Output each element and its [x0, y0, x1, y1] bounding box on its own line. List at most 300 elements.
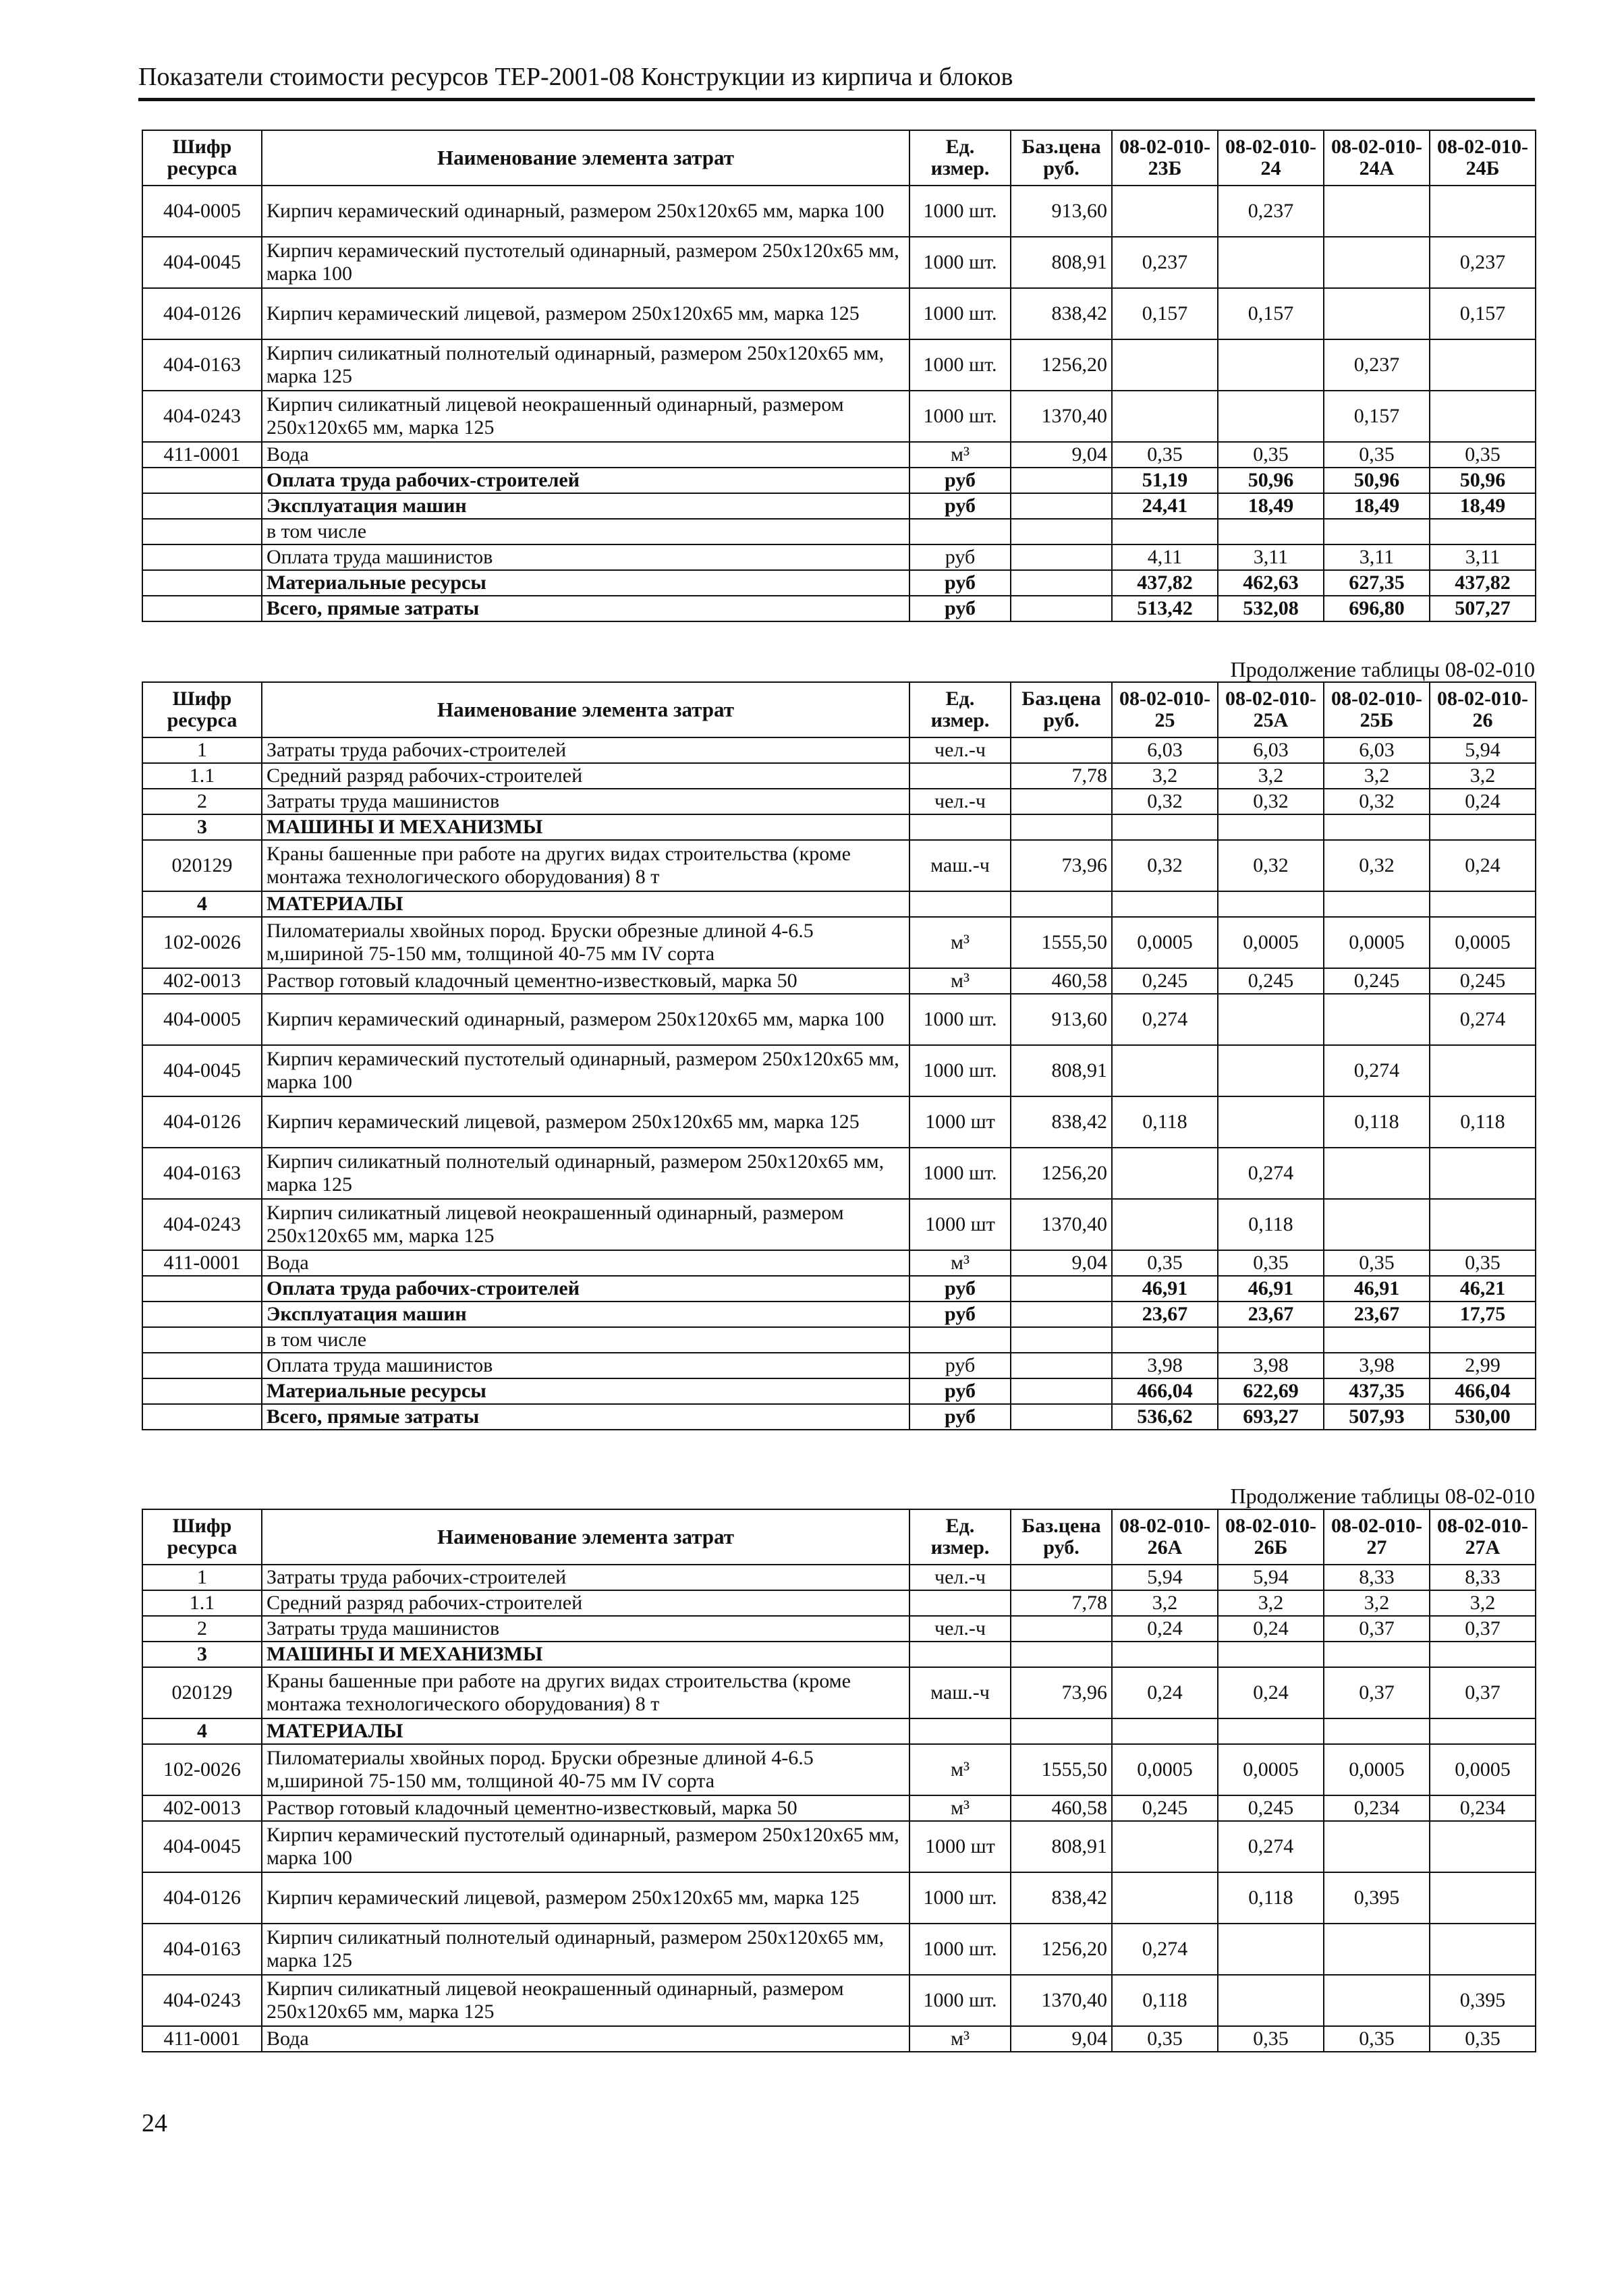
table-row: [142, 339, 1536, 391]
unit-cell: [909, 519, 1011, 544]
rate-value-cell: [1112, 814, 1218, 840]
unit-cell: руб: [909, 570, 1011, 596]
rate-value-cell: [1430, 339, 1536, 391]
unit-cell: м³: [909, 1795, 1011, 1821]
rate-value-cell: 0,0005: [1218, 917, 1324, 968]
rate-code-column-header: 08-02-010-27: [1324, 1509, 1430, 1565]
rate-value-cell: 5,94: [1218, 1565, 1324, 1590]
table-header-row: [142, 130, 1536, 186]
name-column-header: Наименование элемента затрат: [262, 130, 909, 186]
resource-code-cell: 404-0005: [142, 994, 262, 1045]
rate-value-cell: 0,24: [1430, 840, 1536, 891]
element-name-cell: Краны башенные при работе на других видах строительства (кроме монтажа технологического оборудования) 8 т: [262, 840, 909, 891]
rate-value-cell: [1430, 1327, 1536, 1353]
resource-code-cell: 404-0126: [142, 1096, 262, 1148]
table-row: [142, 519, 1536, 544]
rate-value-cell: 3,2: [1430, 763, 1536, 789]
table-row: [142, 1327, 1536, 1353]
base-price-cell: 1370,40: [1011, 391, 1112, 442]
rate-value-cell: 0,237: [1112, 237, 1218, 288]
table-row: [142, 1096, 1536, 1148]
name-column-header: Наименование элемента затрат: [262, 1509, 909, 1565]
rate-value-cell: 466,04: [1112, 1378, 1218, 1404]
rate-value-cell: 3,2: [1218, 763, 1324, 789]
base-price-cell: 1256,20: [1011, 339, 1112, 391]
table-row: [142, 1148, 1536, 1199]
rate-value-cell: 6,03: [1218, 737, 1324, 763]
table-row: [142, 1301, 1536, 1327]
table-row: [142, 1353, 1536, 1378]
rate-value-cell: 23,67: [1324, 1301, 1430, 1327]
code-column-header: Шифр ресурса: [142, 1509, 262, 1565]
rate-value-cell: [1112, 391, 1218, 442]
base-price-cell: [1011, 1276, 1112, 1301]
unit-cell: чел.-ч: [909, 737, 1011, 763]
rate-value-cell: [1430, 814, 1536, 840]
base-price-cell: 1555,50: [1011, 917, 1112, 968]
rate-value-cell: [1430, 1821, 1536, 1872]
unit-cell: [909, 1590, 1011, 1616]
cost-table-3: [142, 1509, 1536, 2052]
rate-value-cell: 0,157: [1112, 288, 1218, 339]
base-price-cell: [1011, 1353, 1112, 1378]
rate-value-cell: 3,2: [1324, 1590, 1430, 1616]
rate-value-cell: 0,37: [1324, 1667, 1430, 1718]
element-name-cell: Пиломатериалы хвойных пород. Бруски обрезные длиной 4-6.5 м,шириной 75-150 мм, толщиной 40-75 мм IV сорта: [262, 1744, 909, 1795]
rate-value-cell: [1218, 339, 1324, 391]
rate-value-cell: 5,94: [1112, 1565, 1218, 1590]
base-price-cell: 808,91: [1011, 1821, 1112, 1872]
rate-value-cell: 50,96: [1218, 468, 1324, 493]
table-row: [142, 1250, 1536, 1276]
rate-value-cell: [1218, 1975, 1324, 2026]
unit-column-header: Ед. измер.: [909, 1509, 1011, 1565]
unit-cell: руб: [909, 1353, 1011, 1378]
table-row: [142, 1378, 1536, 1404]
base-price-cell: 1370,40: [1011, 1199, 1112, 1250]
element-name-cell: Затраты труда рабочих-строителей: [262, 737, 909, 763]
rate-value-cell: [1324, 1821, 1430, 1872]
rate-value-cell: [1324, 814, 1430, 840]
unit-cell: [909, 763, 1011, 789]
resource-code-cell: 2: [142, 789, 262, 814]
base-price-cell: 838,42: [1011, 1872, 1112, 1924]
rate-value-cell: 0,32: [1112, 840, 1218, 891]
rate-value-cell: [1218, 994, 1324, 1045]
rate-code-column-header: 08-02-010-26Б: [1218, 1509, 1324, 1565]
rate-value-cell: 536,62: [1112, 1404, 1218, 1430]
element-name-cell: МАТЕРИАЛЫ: [262, 1718, 909, 1744]
base-price-cell: 913,60: [1011, 994, 1112, 1045]
table-row: [142, 1975, 1536, 2026]
element-name-cell: МАШИНЫ И МЕХАНИЗМЫ: [262, 814, 909, 840]
rate-code-column-header: 08-02-010-24Б: [1430, 130, 1536, 186]
rate-value-cell: 46,91: [1218, 1276, 1324, 1301]
element-name-cell: МАШИНЫ И МЕХАНИЗМЫ: [262, 1642, 909, 1667]
table-header-row: [142, 682, 1536, 737]
base-price-cell: 838,42: [1011, 288, 1112, 339]
rate-value-cell: 0,274: [1430, 994, 1536, 1045]
resource-code-cell: 3: [142, 814, 262, 840]
rate-value-cell: [1218, 391, 1324, 442]
rate-value-cell: 0,35: [1112, 1250, 1218, 1276]
resource-code-cell: 1: [142, 737, 262, 763]
rate-value-cell: [1218, 1924, 1324, 1975]
table-row: [142, 891, 1536, 917]
rate-value-cell: 0,234: [1430, 1795, 1536, 1821]
rate-value-cell: 0,0005: [1324, 917, 1430, 968]
base-price-cell: 460,58: [1011, 1795, 1112, 1821]
rate-value-cell: 0,274: [1218, 1148, 1324, 1199]
resource-code-cell: 3: [142, 1642, 262, 1667]
element-name-cell: Затраты труда машинистов: [262, 1616, 909, 1642]
element-name-cell: Средний разряд рабочих-строителей: [262, 1590, 909, 1616]
rate-code-column-header: 08-02-010-25А: [1218, 682, 1324, 737]
rate-value-cell: [1112, 1199, 1218, 1250]
unit-cell: м³: [909, 968, 1011, 994]
rate-value-cell: 0,0005: [1112, 1744, 1218, 1795]
element-name-cell: Оплата труда рабочих-строителей: [262, 1276, 909, 1301]
resource-code-cell: 411-0001: [142, 442, 262, 468]
rate-value-cell: 0,37: [1430, 1667, 1536, 1718]
unit-cell: чел.-ч: [909, 1616, 1011, 1642]
rate-value-cell: 46,21: [1430, 1276, 1536, 1301]
resource-code-cell: 404-0005: [142, 186, 262, 237]
element-name-cell: Кирпич силикатный полнотелый одинарный, размером 250x120x65 мм, марка 125: [262, 1924, 909, 1975]
rate-value-cell: [1324, 1148, 1430, 1199]
rate-value-cell: 693,27: [1218, 1404, 1324, 1430]
base-price-cell: [1011, 570, 1112, 596]
rate-value-cell: 0,237: [1218, 186, 1324, 237]
table-row: [142, 1744, 1536, 1795]
unit-cell: [909, 1718, 1011, 1744]
unit-cell: м³: [909, 2026, 1011, 2052]
rate-value-cell: [1112, 1148, 1218, 1199]
rate-value-cell: [1112, 1718, 1218, 1744]
table-row: [142, 1924, 1536, 1975]
base-price-cell: 460,58: [1011, 968, 1112, 994]
table-row: [142, 917, 1536, 968]
rate-value-cell: [1324, 288, 1430, 339]
rate-value-cell: 6,03: [1324, 737, 1430, 763]
element-name-cell: в том числе: [262, 519, 909, 544]
rate-value-cell: [1218, 237, 1324, 288]
table-row: [142, 1199, 1536, 1250]
element-name-cell: Кирпич силикатный лицевой неокрашенный одинарный, размером 250x120x65 мм, марка 125: [262, 391, 909, 442]
base-price-cell: [1011, 1565, 1112, 1590]
unit-cell: м³: [909, 442, 1011, 468]
rate-value-cell: 46,91: [1324, 1276, 1430, 1301]
table-row: [142, 789, 1536, 814]
rate-value-cell: 0,0005: [1112, 917, 1218, 968]
element-name-cell: Раствор готовый кладочный цементно-известковый, марка 50: [262, 1795, 909, 1821]
table-row: [142, 1821, 1536, 1872]
rate-value-cell: 23,67: [1218, 1301, 1324, 1327]
table-row: [142, 570, 1536, 596]
base-price-cell: 7,78: [1011, 1590, 1112, 1616]
resource-code-cell: 404-0163: [142, 1924, 262, 1975]
unit-cell: чел.-ч: [909, 1565, 1011, 1590]
resource-code-cell: 402-0013: [142, 968, 262, 994]
rate-value-cell: 3,11: [1430, 544, 1536, 570]
rate-value-cell: 0,118: [1218, 1199, 1324, 1250]
unit-cell: 1000 шт.: [909, 186, 1011, 237]
rate-value-cell: 23,67: [1112, 1301, 1218, 1327]
table-row: [142, 596, 1536, 621]
rate-value-cell: 2,99: [1430, 1353, 1536, 1378]
rate-value-cell: 0,245: [1324, 968, 1430, 994]
rate-value-cell: [1430, 1872, 1536, 1924]
resource-code-cell: 402-0013: [142, 1795, 262, 1821]
element-name-cell: Оплата труда рабочих-строителей: [262, 468, 909, 493]
rate-code-column-header: 08-02-010-23Б: [1112, 130, 1218, 186]
rate-value-cell: [1324, 237, 1430, 288]
rate-value-cell: 0,157: [1324, 391, 1430, 442]
rate-value-cell: 0,32: [1218, 789, 1324, 814]
resource-code-cell: 1.1: [142, 1590, 262, 1616]
rate-value-cell: [1218, 519, 1324, 544]
base-price-cell: 9,04: [1011, 442, 1112, 468]
rate-code-column-header: 08-02-010-24: [1218, 130, 1324, 186]
unit-cell: руб: [909, 1301, 1011, 1327]
element-name-cell: Кирпич керамический пустотелый одинарный, размером 250x120x65 мм, марка 100: [262, 1045, 909, 1096]
base-price-cell: 1256,20: [1011, 1148, 1112, 1199]
rate-value-cell: 0,118: [1324, 1096, 1430, 1148]
rate-value-cell: 513,42: [1112, 596, 1218, 621]
unit-cell: 1000 шт.: [909, 339, 1011, 391]
element-name-cell: Кирпич керамический лицевой, размером 250x120x65 мм, марка 125: [262, 288, 909, 339]
rate-value-cell: [1430, 1045, 1536, 1096]
rate-value-cell: [1430, 1718, 1536, 1744]
table-row: [142, 1616, 1536, 1642]
rate-value-cell: 50,96: [1324, 468, 1430, 493]
rate-value-cell: [1324, 891, 1430, 917]
base-price-cell: 808,91: [1011, 237, 1112, 288]
rate-value-cell: 0,37: [1430, 1616, 1536, 1642]
rate-value-cell: [1430, 891, 1536, 917]
rate-value-cell: 0,24: [1218, 1667, 1324, 1718]
rate-value-cell: 0,24: [1112, 1667, 1218, 1718]
name-column-header: Наименование элемента затрат: [262, 682, 909, 737]
base-price-cell: 808,91: [1011, 1045, 1112, 1096]
rate-value-cell: 6,03: [1112, 737, 1218, 763]
unit-cell: руб: [909, 544, 1011, 570]
element-name-cell: Кирпич керамический лицевой, размером 250x120x65 мм, марка 125: [262, 1096, 909, 1148]
rate-value-cell: 0,24: [1112, 1616, 1218, 1642]
base-price-cell: 7,78: [1011, 763, 1112, 789]
resource-code-cell: 404-0045: [142, 237, 262, 288]
rate-code-column-header: 08-02-010-24А: [1324, 130, 1430, 186]
rate-value-cell: 0,35: [1324, 1250, 1430, 1276]
resource-code-cell: 404-0243: [142, 391, 262, 442]
element-name-cell: Оплата труда машинистов: [262, 1353, 909, 1378]
element-name-cell: Вода: [262, 2026, 909, 2052]
rate-value-cell: 5,94: [1430, 737, 1536, 763]
rate-value-cell: 0,35: [1430, 2026, 1536, 2052]
rate-value-cell: [1324, 1327, 1430, 1353]
rate-value-cell: 622,69: [1218, 1378, 1324, 1404]
rate-value-cell: 0,237: [1324, 339, 1430, 391]
base-price-cell: [1011, 1378, 1112, 1404]
unit-cell: маш.-ч: [909, 1667, 1011, 1718]
rate-value-cell: 18,49: [1430, 493, 1536, 519]
element-name-cell: в том числе: [262, 1327, 909, 1353]
rate-value-cell: [1112, 339, 1218, 391]
rate-value-cell: 0,245: [1112, 1795, 1218, 1821]
element-name-cell: Кирпич силикатный лицевой неокрашенный одинарный, размером 250x120x65 мм, марка 125: [262, 1975, 909, 2026]
page-number: 24: [142, 2109, 167, 2137]
element-name-cell: Вода: [262, 1250, 909, 1276]
rate-value-cell: [1112, 519, 1218, 544]
rate-value-cell: [1112, 186, 1218, 237]
code-column-header: Шифр ресурса: [142, 130, 262, 186]
base-price-cell: 9,04: [1011, 1250, 1112, 1276]
rate-value-cell: [1218, 1327, 1324, 1353]
resource-code-cell: [142, 1353, 262, 1378]
element-name-cell: Кирпич силикатный полнотелый одинарный, размером 250x120x65 мм, марка 125: [262, 1148, 909, 1199]
rate-value-cell: 3,98: [1218, 1353, 1324, 1378]
base-price-cell: [1011, 789, 1112, 814]
resource-code-cell: 1.1: [142, 763, 262, 789]
rate-value-cell: 50,96: [1430, 468, 1536, 493]
table-row: [142, 1795, 1536, 1821]
unit-cell: 1000 шт.: [909, 1924, 1011, 1975]
table-row: [142, 1872, 1536, 1924]
rate-value-cell: 0,35: [1218, 442, 1324, 468]
rate-value-cell: 3,98: [1112, 1353, 1218, 1378]
rate-value-cell: 0,118: [1112, 1096, 1218, 1148]
rate-value-cell: 0,35: [1324, 2026, 1430, 2052]
rate-value-cell: [1430, 1642, 1536, 1667]
resource-code-cell: [142, 544, 262, 570]
unit-cell: м³: [909, 1250, 1011, 1276]
base-price-cell: [1011, 596, 1112, 621]
rate-value-cell: 0,274: [1218, 1821, 1324, 1872]
unit-cell: 1000 шт.: [909, 288, 1011, 339]
table-row: [142, 1590, 1536, 1616]
unit-cell: маш.-ч: [909, 840, 1011, 891]
table-row: [142, 1642, 1536, 1667]
rate-value-cell: 0,32: [1324, 789, 1430, 814]
resource-code-cell: 404-0126: [142, 288, 262, 339]
base-price-cell: [1011, 737, 1112, 763]
unit-cell: 1000 шт.: [909, 1872, 1011, 1924]
element-name-cell: Затраты труда рабочих-строителей: [262, 1565, 909, 1590]
table-row: [142, 544, 1536, 570]
rate-value-cell: 0,35: [1218, 2026, 1324, 2052]
unit-cell: [909, 1642, 1011, 1667]
rate-value-cell: 530,00: [1430, 1404, 1536, 1430]
rate-value-cell: 3,98: [1324, 1353, 1430, 1378]
element-name-cell: Кирпич силикатный полнотелый одинарный, размером 250x120x65 мм, марка 125: [262, 339, 909, 391]
element-name-cell: Кирпич керамический одинарный, размером 250x120x65 мм, марка 100: [262, 994, 909, 1045]
continuation-note-2: Продолжение таблицы 08-02-010: [1230, 657, 1535, 681]
rate-code-column-header: 08-02-010-25Б: [1324, 682, 1430, 737]
rate-value-cell: [1112, 1821, 1218, 1872]
base-price-cell: [1011, 1718, 1112, 1744]
rate-value-cell: 17,75: [1430, 1301, 1536, 1327]
resource-code-cell: 2: [142, 1616, 262, 1642]
element-name-cell: Эксплуатация машин: [262, 1301, 909, 1327]
rate-value-cell: 0,274: [1112, 1924, 1218, 1975]
rate-value-cell: 532,08: [1218, 596, 1324, 621]
rate-code-column-header: 08-02-010-26А: [1112, 1509, 1218, 1565]
rate-value-cell: 0,0005: [1324, 1744, 1430, 1795]
element-name-cell: Кирпич керамический пустотелый одинарный, размером 250x120x65 мм, марка 100: [262, 237, 909, 288]
resource-code-cell: [142, 1404, 262, 1430]
price-column-header: Баз.цена руб.: [1011, 1509, 1112, 1565]
table-row: [142, 442, 1536, 468]
unit-column-header: Ед. измер.: [909, 682, 1011, 737]
base-price-cell: [1011, 493, 1112, 519]
rate-value-cell: 18,49: [1218, 493, 1324, 519]
rate-value-cell: [1112, 891, 1218, 917]
rate-value-cell: 0,32: [1112, 789, 1218, 814]
rate-value-cell: [1324, 1975, 1430, 2026]
rate-value-cell: [1324, 1924, 1430, 1975]
base-price-cell: [1011, 519, 1112, 544]
unit-cell: 1000 шт.: [909, 1148, 1011, 1199]
rate-value-cell: 3,11: [1324, 544, 1430, 570]
resource-code-cell: 102-0026: [142, 1744, 262, 1795]
base-price-cell: [1011, 891, 1112, 917]
rate-value-cell: 0,35: [1430, 1250, 1536, 1276]
base-price-cell: 913,60: [1011, 186, 1112, 237]
element-name-cell: Эксплуатация машин: [262, 493, 909, 519]
rate-value-cell: [1430, 1924, 1536, 1975]
rate-value-cell: 507,27: [1430, 596, 1536, 621]
resource-code-cell: 020129: [142, 1667, 262, 1718]
resource-code-cell: 404-0126: [142, 1872, 262, 1924]
table-row: [142, 763, 1536, 789]
element-name-cell: Средний разряд рабочих-строителей: [262, 763, 909, 789]
rate-value-cell: 462,63: [1218, 570, 1324, 596]
element-name-cell: Пиломатериалы хвойных пород. Бруски обрезные длиной 4-6.5 м,шириной 75-150 мм, толщиной 40-75 мм IV сорта: [262, 917, 909, 968]
unit-cell: руб: [909, 493, 1011, 519]
unit-cell: 1000 шт.: [909, 237, 1011, 288]
rate-value-cell: 24,41: [1112, 493, 1218, 519]
rate-value-cell: 0,245: [1218, 1795, 1324, 1821]
rate-value-cell: 3,2: [1112, 1590, 1218, 1616]
resource-code-cell: [142, 570, 262, 596]
rate-value-cell: 0,35: [1324, 442, 1430, 468]
header-rule: [138, 98, 1535, 101]
element-name-cell: МАТЕРИАЛЫ: [262, 891, 909, 917]
rate-value-cell: [1218, 1045, 1324, 1096]
rate-value-cell: 0,157: [1430, 288, 1536, 339]
rate-value-cell: [1112, 1642, 1218, 1667]
resource-code-cell: 404-0243: [142, 1199, 262, 1250]
element-name-cell: Материальные ресурсы: [262, 1378, 909, 1404]
base-price-cell: [1011, 468, 1112, 493]
rate-value-cell: 0,118: [1112, 1975, 1218, 2026]
unit-cell: [909, 814, 1011, 840]
rate-value-cell: [1430, 391, 1536, 442]
unit-cell: руб: [909, 596, 1011, 621]
base-price-cell: [1011, 544, 1112, 570]
element-name-cell: Затраты труда машинистов: [262, 789, 909, 814]
rate-value-cell: 4,11: [1112, 544, 1218, 570]
resource-code-cell: [142, 596, 262, 621]
rate-value-cell: [1430, 1199, 1536, 1250]
rate-value-cell: [1218, 891, 1324, 917]
rate-value-cell: 0,0005: [1430, 1744, 1536, 1795]
element-name-cell: Всего, прямые затраты: [262, 1404, 909, 1430]
resource-code-cell: 020129: [142, 840, 262, 891]
rate-value-cell: [1324, 519, 1430, 544]
rate-value-cell: 696,80: [1324, 596, 1430, 621]
table-row: [142, 2026, 1536, 2052]
